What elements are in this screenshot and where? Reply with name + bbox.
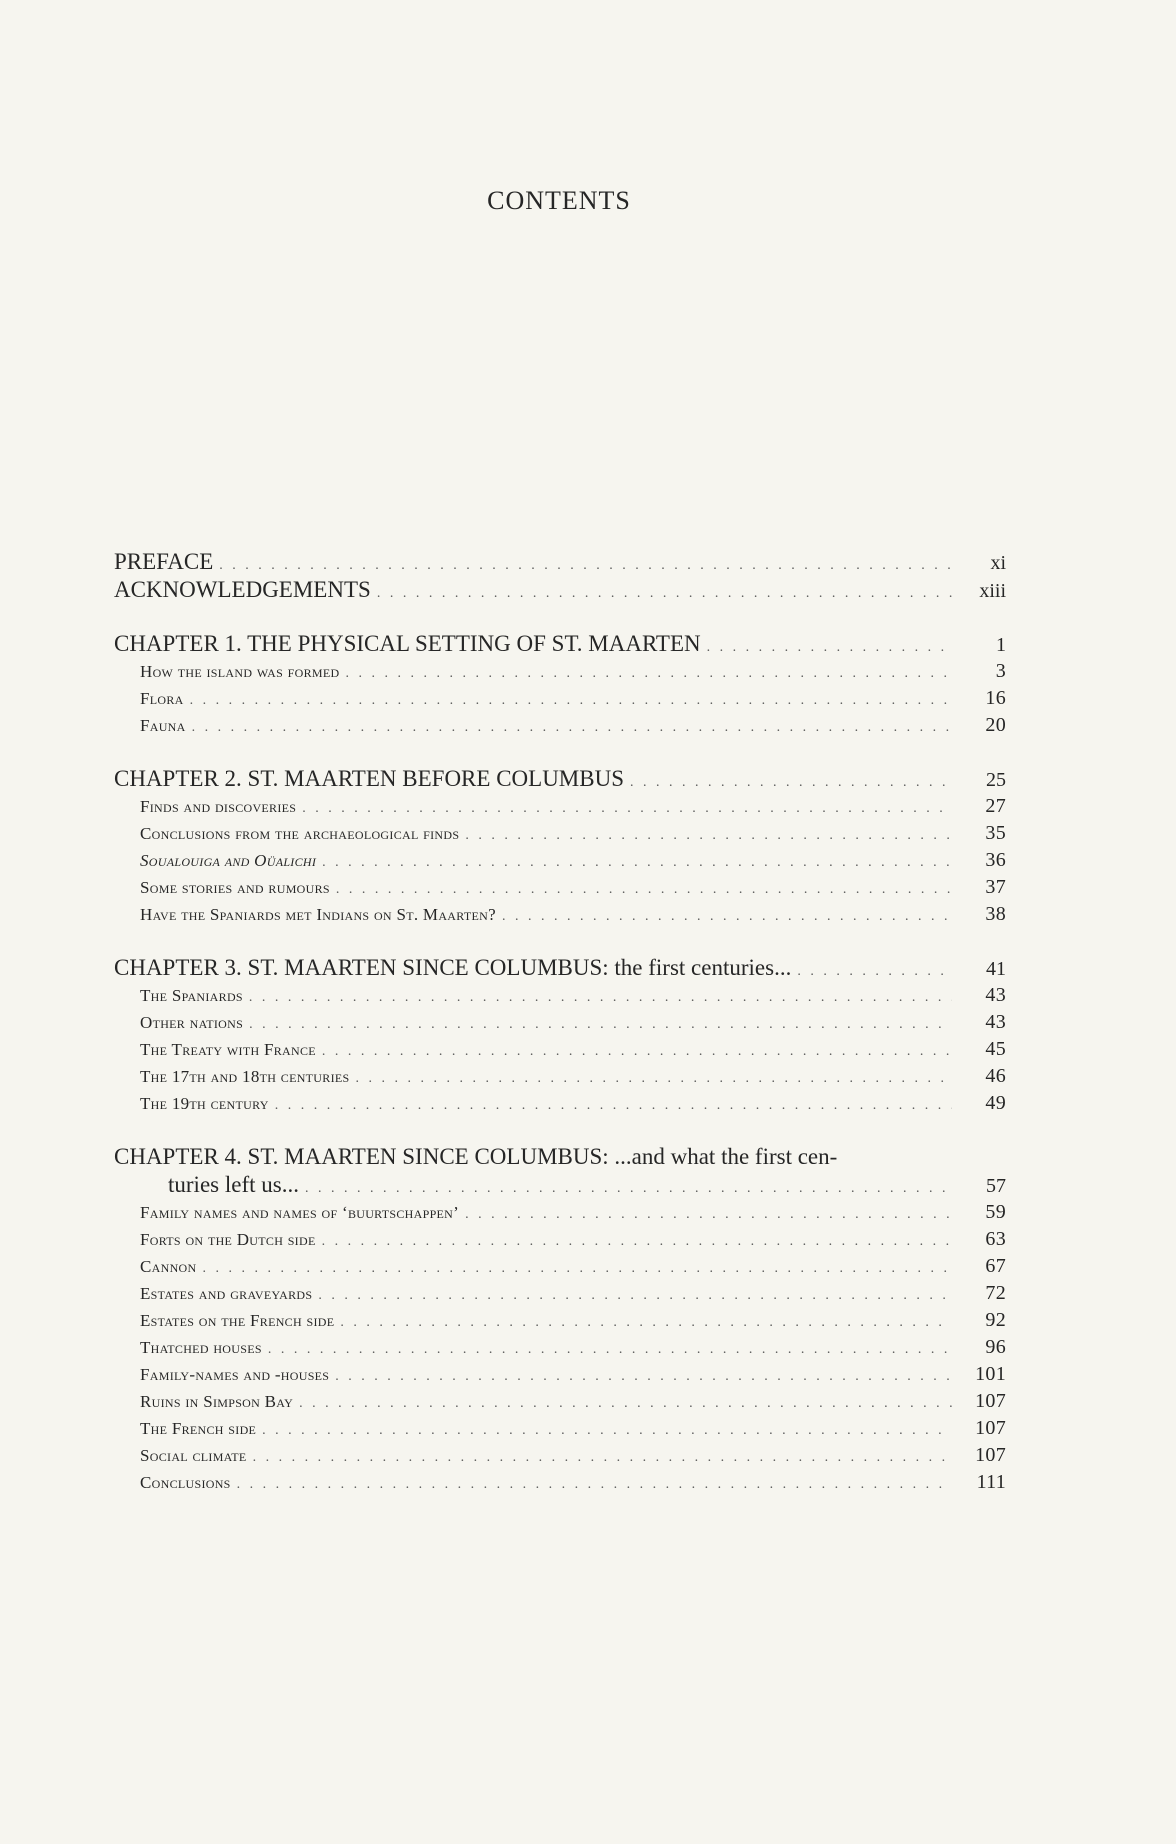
toc-section[interactable] — [114, 1415, 1006, 1442]
toc-section[interactable] — [114, 874, 1006, 901]
toc-page-number: 35 — [985, 822, 1006, 844]
dot-leader — [707, 634, 952, 662]
table-of-contents — [114, 548, 1006, 1496]
toc-page-number: 92 — [985, 1309, 1006, 1331]
toc-section[interactable] — [114, 1442, 1006, 1469]
toc-section[interactable] — [114, 685, 1006, 712]
toc-section[interactable] — [114, 1280, 1006, 1307]
toc-page-number: 45 — [985, 1038, 1006, 1060]
toc-page-number: 101 — [975, 1363, 1006, 1385]
section-title: The Spaniards — [140, 986, 243, 1005]
dot-leader — [335, 1363, 952, 1390]
dot-leader — [377, 580, 952, 608]
toc-section[interactable] — [114, 658, 1006, 685]
chapter-title: CHAPTER 2. ST. MAARTEN BEFORE COLUMBUS — [114, 766, 624, 791]
toc-section[interactable] — [114, 820, 1006, 847]
toc-page-number: 107 — [975, 1417, 1006, 1439]
dot-leader — [322, 1038, 952, 1065]
toc-page-number: 107 — [975, 1390, 1006, 1412]
toc-page-number: 63 — [985, 1228, 1006, 1250]
toc-page-number: 37 — [985, 876, 1006, 898]
section-title: The French side — [140, 1419, 257, 1438]
toc-section[interactable] — [114, 1334, 1006, 1361]
toc-section[interactable] — [114, 901, 1006, 928]
toc-page-number: 16 — [985, 687, 1006, 709]
dot-leader — [268, 1336, 952, 1363]
chapter-title: CHAPTER 3. ST. MAARTEN SINCE COLUMBUS: the first centuries... — [114, 955, 792, 980]
section-title: The 19th century — [140, 1094, 269, 1113]
toc-page-number: 72 — [985, 1282, 1006, 1304]
dot-leader — [237, 1471, 952, 1498]
dot-leader — [465, 1201, 952, 1228]
toc-page-number: 1 — [996, 634, 1006, 656]
section-title: Finds and discoveries — [140, 797, 297, 816]
toc-page-number: 27 — [985, 795, 1006, 817]
dot-leader — [797, 958, 952, 986]
dot-leader — [322, 849, 952, 876]
toc-section[interactable] — [114, 1361, 1006, 1388]
section-title: Estates on the French side — [140, 1311, 335, 1330]
dot-leader — [336, 876, 952, 903]
chapter-title-continued: turies left us... — [168, 1172, 299, 1197]
chapter-title: CHAPTER 1. THE PHYSICAL SETTING OF ST. MAARTEN — [114, 631, 701, 656]
toc-page-number: 67 — [985, 1255, 1006, 1277]
section-title: The 17th and 18th centuries — [140, 1067, 350, 1086]
toc-entry-label: PREFACE — [114, 549, 214, 574]
dot-leader — [630, 769, 952, 797]
toc-page-number: 36 — [985, 849, 1006, 871]
toc-chapter-1[interactable] — [114, 630, 1006, 658]
toc-section[interactable] — [114, 712, 1006, 739]
section-title: Thatched houses — [140, 1338, 262, 1357]
section-title: Cannon — [140, 1257, 197, 1276]
section-title: Flora — [140, 689, 184, 708]
dot-leader — [299, 1390, 952, 1417]
dot-leader — [249, 984, 952, 1011]
toc-section[interactable] — [114, 1388, 1006, 1415]
toc-chapter-4-line1[interactable]: CHAPTER 4. ST. MAARTEN SINCE COLUMBUS: ...and what the first cen- — [114, 1144, 838, 1169]
section-title: Conclusions from the archaeological finds — [140, 824, 460, 843]
toc-entry-preface[interactable] — [114, 548, 1006, 576]
toc-entry-label: ACKNOWLEDGEMENTS — [114, 577, 371, 602]
section-title: Social climate — [140, 1446, 247, 1465]
dot-leader — [302, 795, 952, 822]
dot-leader — [340, 1309, 952, 1336]
toc-page-number: 57 — [986, 1175, 1006, 1197]
dot-leader — [253, 1444, 952, 1471]
toc-page-number: 3 — [995, 660, 1006, 682]
toc-section[interactable] — [114, 793, 1006, 820]
toc-section[interactable] — [114, 1469, 1006, 1496]
dot-leader — [502, 903, 952, 930]
toc-section[interactable] — [114, 847, 1006, 874]
toc-page-number: 38 — [985, 903, 1006, 925]
section-title: Other nations — [140, 1013, 244, 1032]
toc-page-number: 43 — [985, 984, 1006, 1006]
toc-section[interactable] — [114, 1307, 1006, 1334]
toc-page-number: 25 — [986, 769, 1006, 791]
dot-leader — [192, 714, 952, 741]
toc-page-number: 41 — [986, 958, 1006, 980]
toc-section[interactable] — [114, 982, 1006, 1009]
toc-page-number: xiii — [979, 580, 1006, 602]
section-title: Conclusions — [140, 1473, 231, 1492]
toc-page-number: 46 — [985, 1065, 1006, 1087]
dot-leader — [275, 1092, 952, 1119]
toc-section[interactable] — [114, 1063, 1006, 1090]
toc-section[interactable] — [114, 1199, 1006, 1226]
dot-leader — [262, 1417, 952, 1444]
toc-section[interactable] — [114, 1009, 1006, 1036]
toc-page-number: 43 — [985, 1011, 1006, 1033]
dot-leader — [345, 660, 952, 687]
section-title: Fauna — [140, 716, 186, 735]
toc-page-number: 20 — [985, 714, 1006, 736]
toc-page-number: xi — [990, 552, 1006, 574]
section-title: Family-names and -houses — [140, 1365, 330, 1384]
toc-page-number: 59 — [985, 1201, 1006, 1223]
section-title: Soualouiga and Oüalichi — [140, 851, 317, 870]
section-title: How the island was formed — [140, 662, 340, 681]
toc-entry-acknowledgements[interactable] — [114, 576, 1006, 604]
dot-leader — [318, 1282, 952, 1309]
toc-section[interactable] — [114, 1253, 1006, 1280]
section-title: Ruins in Simpson Bay — [140, 1392, 294, 1411]
page-title: CONTENTS — [487, 186, 631, 215]
section-title: Some stories and rumours — [140, 878, 330, 897]
section-title: Family names and names of ‘buurtschappen’ — [140, 1203, 460, 1222]
toc-chapter-3[interactable] — [114, 954, 1006, 982]
toc-section[interactable] — [114, 1036, 1006, 1063]
section-title: Estates and graveyards — [140, 1284, 313, 1303]
toc-section[interactable] — [114, 1090, 1006, 1117]
toc-page-number: 49 — [985, 1092, 1006, 1114]
section-title: Forts on the Dutch side — [140, 1230, 316, 1249]
toc-page-number: 96 — [985, 1336, 1006, 1358]
section-title: The Treaty with France — [140, 1040, 316, 1059]
toc-chapter-2[interactable] — [114, 765, 1006, 793]
dot-leader — [249, 1011, 952, 1038]
dot-leader — [202, 1255, 952, 1282]
toc-chapter-4[interactable] — [114, 1171, 1006, 1199]
toc-page-number: 107 — [975, 1444, 1006, 1466]
toc-page-number: 111 — [976, 1471, 1006, 1493]
dot-leader — [355, 1065, 952, 1092]
dot-leader — [322, 1228, 952, 1255]
section-title: Have the Spaniards met Indians on St. Maarten? — [140, 905, 496, 924]
dot-leader — [465, 822, 952, 849]
dot-leader — [190, 687, 952, 714]
toc-section[interactable] — [114, 1226, 1006, 1253]
